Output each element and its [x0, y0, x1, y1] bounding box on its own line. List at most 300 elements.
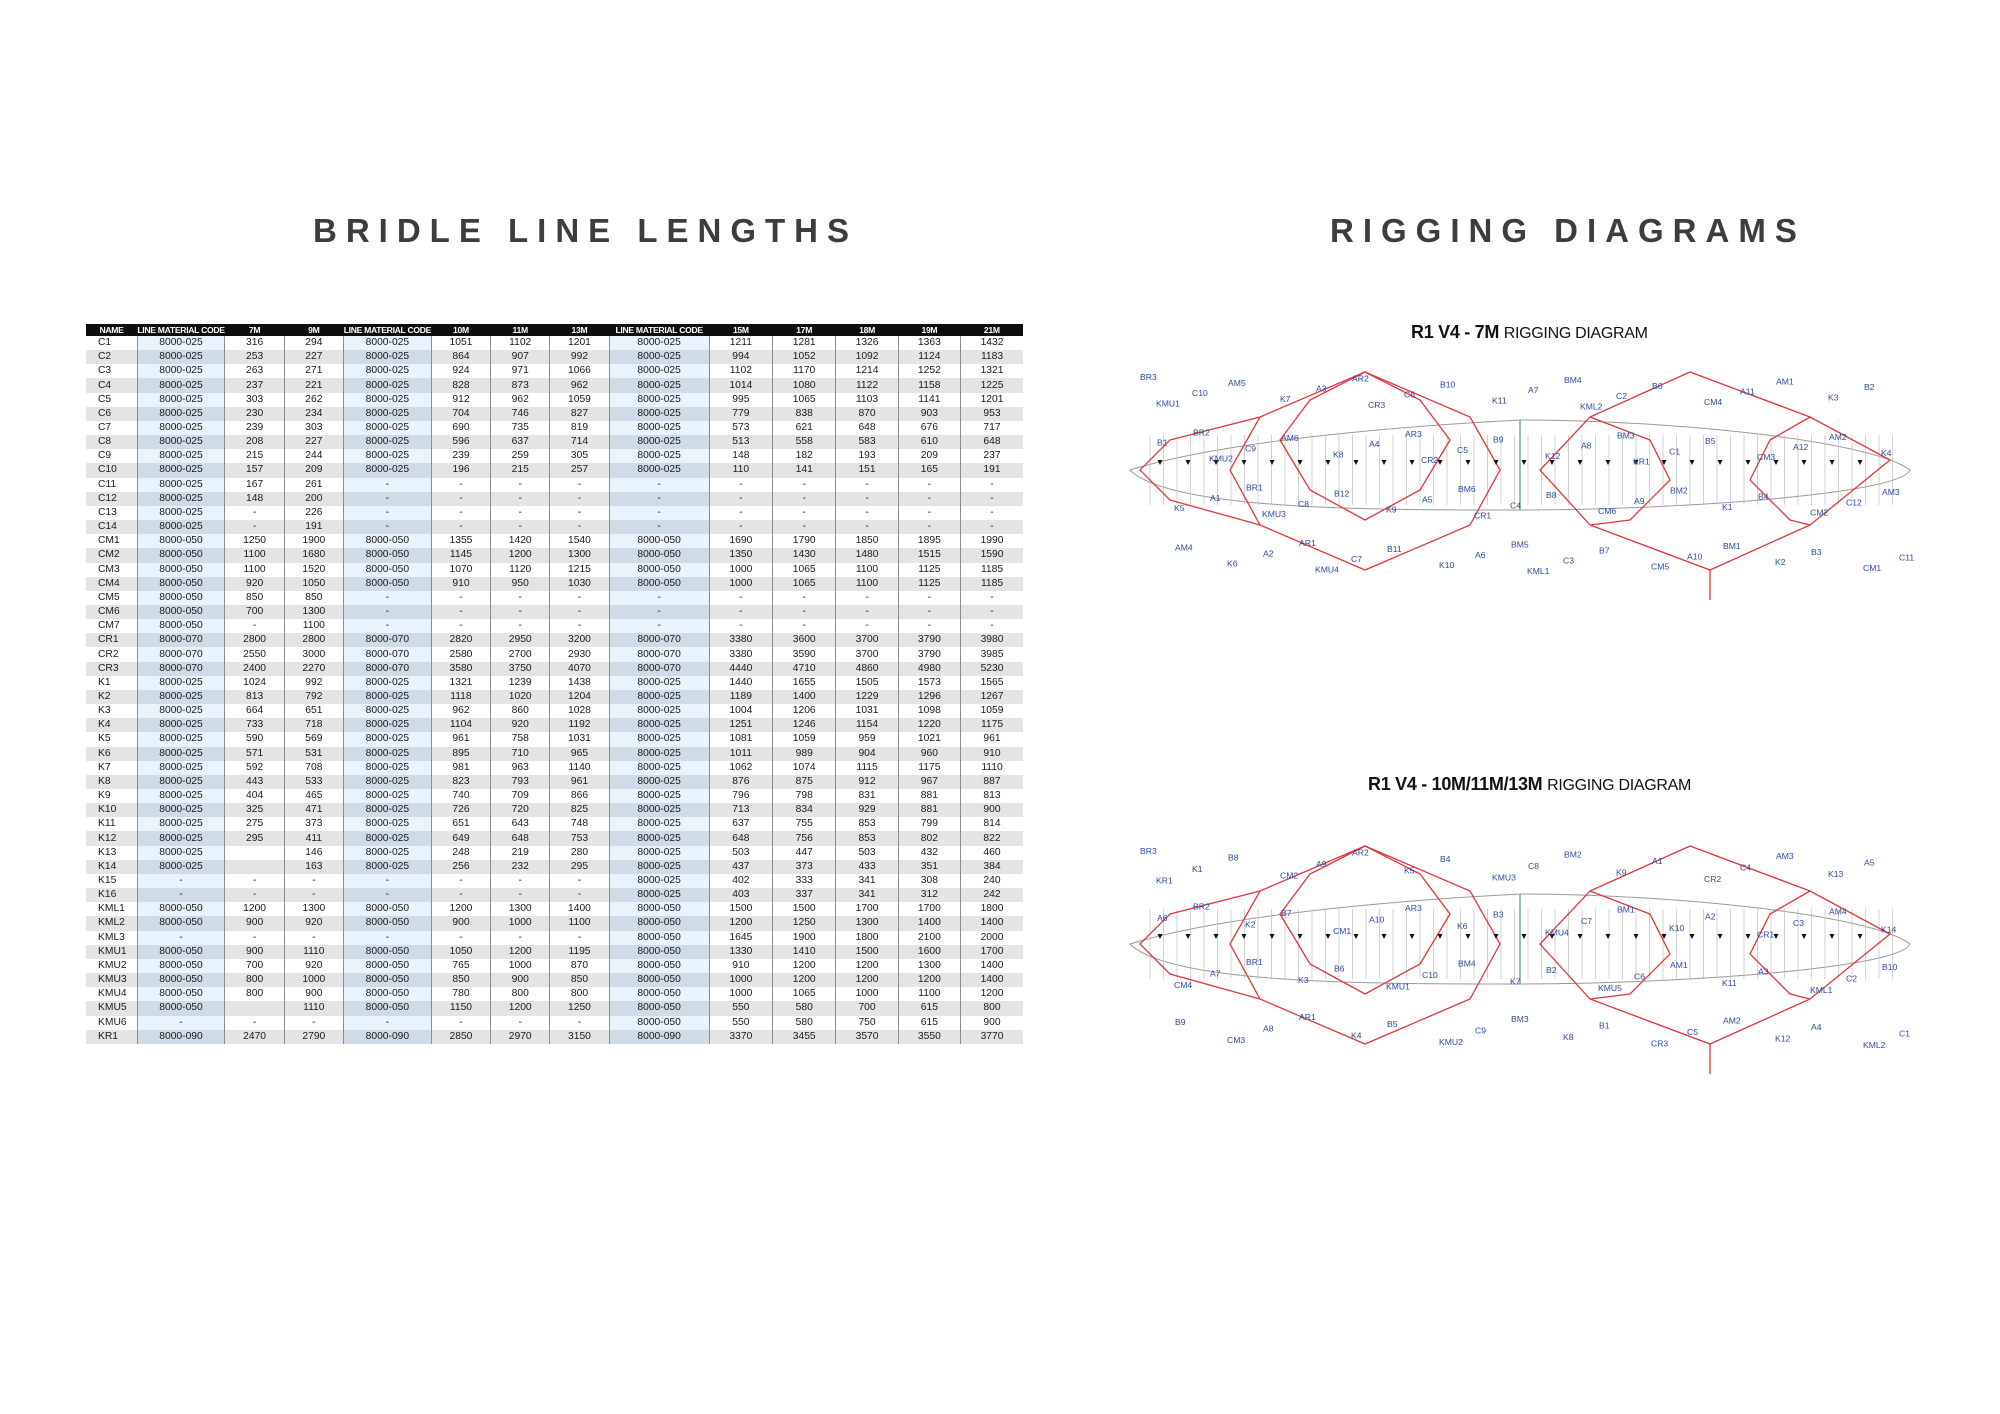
- diagram-label: A4: [1811, 1022, 1822, 1033]
- table-cell: 1175: [961, 718, 1023, 732]
- table-cell: 1211: [709, 336, 772, 350]
- table-cell: 1098: [898, 704, 960, 718]
- table-cell: -: [961, 478, 1023, 492]
- table-cell: 961: [431, 732, 490, 746]
- table-cell: 800: [225, 987, 284, 1001]
- rigging-diagram-7m: [1110, 360, 1930, 690]
- diagram-label: A4: [1369, 439, 1380, 450]
- diagram-label: KMU3: [1262, 509, 1286, 520]
- table-cell: 8000-025: [609, 378, 709, 392]
- table-cell: 8000-025: [609, 336, 709, 350]
- table-cell: -: [550, 492, 609, 506]
- table-cell: 1052: [773, 350, 836, 364]
- table-cell: 994: [709, 350, 772, 364]
- table-cell: 8000-025: [137, 789, 225, 803]
- table-cell: 531: [284, 747, 343, 761]
- table-cell: 676: [898, 421, 960, 435]
- diagram-label: AM1: [1776, 376, 1794, 387]
- table-cell: 1239: [491, 676, 550, 690]
- table-cell: 8000-070: [609, 647, 709, 661]
- table-cell: 904: [836, 747, 898, 761]
- table-cell: -: [491, 874, 550, 888]
- table-cell: 1410: [773, 945, 836, 959]
- table-cell: -: [491, 619, 550, 633]
- column-header: 13M: [550, 324, 609, 336]
- diagram-label: A3: [1316, 383, 1327, 394]
- table-cell: 929: [836, 803, 898, 817]
- diagram-label: B2: [1546, 965, 1557, 976]
- table-cell: 3570: [836, 1030, 898, 1044]
- table-cell: -: [550, 506, 609, 520]
- table-cell: -: [709, 506, 772, 520]
- table-cell: 912: [836, 775, 898, 789]
- table-cell: 3200: [550, 633, 609, 647]
- diagram-label: BR2: [1193, 427, 1210, 438]
- table-cell: 226: [284, 506, 343, 520]
- table-cell: -: [550, 520, 609, 534]
- table-cell: -: [773, 605, 836, 619]
- table-cell: 800: [491, 987, 550, 1001]
- bridle-line-lengths-table: [86, 324, 1023, 1044]
- table-cell: 1438: [550, 676, 609, 690]
- diagram-label: C10: [1192, 388, 1208, 399]
- table-cell: 373: [773, 860, 836, 874]
- diagram-label: K5: [1174, 503, 1185, 514]
- table-cell: -: [225, 619, 284, 633]
- table-cell: 1300: [491, 902, 550, 916]
- table-cell: 831: [836, 789, 898, 803]
- table-cell: 1573: [898, 676, 960, 690]
- table-cell: 1100: [284, 619, 343, 633]
- line-name-cell: C9: [86, 449, 137, 463]
- diagram-label: CR3: [1368, 399, 1386, 410]
- line-name-cell: K12: [86, 831, 137, 845]
- attachment-arrow: [1718, 934, 1723, 939]
- table-cell: 900: [225, 916, 284, 930]
- diagram-label: KR1: [1156, 875, 1173, 886]
- table-cell: 312: [898, 888, 960, 902]
- table-cell: 8000-025: [343, 860, 431, 874]
- table-cell: 1267: [961, 690, 1023, 704]
- diagram-label: A8: [1581, 440, 1592, 451]
- table-row: [86, 520, 1023, 534]
- line-name-cell: C13: [86, 506, 137, 520]
- line-name-cell: CM7: [86, 619, 137, 633]
- table-cell: 8000-025: [137, 449, 225, 463]
- table-row: [86, 761, 1023, 775]
- table-cell: 8000-070: [609, 633, 709, 647]
- diagram-label: CR2: [1421, 455, 1439, 466]
- diagram-label: C8: [1298, 498, 1309, 509]
- table-cell: 8000-050: [137, 534, 225, 548]
- table-cell: 8000-050: [137, 1001, 225, 1015]
- table-cell: -: [431, 888, 490, 902]
- table-cell: 8000-050: [343, 916, 431, 930]
- table-cell: 1214: [836, 364, 898, 378]
- table-cell: 580: [773, 1001, 836, 1015]
- line-name-cell: KMU4: [86, 987, 137, 1001]
- table-cell: -: [137, 931, 225, 945]
- table-cell: -: [709, 591, 772, 605]
- table-cell: 1059: [773, 732, 836, 746]
- table-cell: 1140: [550, 761, 609, 775]
- table-cell: -: [491, 520, 550, 534]
- line-name-cell: K5: [86, 732, 137, 746]
- diagram-label: AR1: [1299, 1012, 1316, 1023]
- table-cell: 2470: [225, 1030, 284, 1044]
- diagram-label: BR1: [1246, 482, 1263, 493]
- table-cell: 8000-070: [137, 633, 225, 647]
- table-row: [86, 378, 1023, 392]
- line-name-cell: CM6: [86, 605, 137, 619]
- table-cell: -: [225, 874, 284, 888]
- diagram-label: KMU3: [1492, 872, 1516, 883]
- table-cell: 8000-025: [343, 846, 431, 860]
- table-cell: 8000-025: [343, 690, 431, 704]
- diagram-label: B9: [1493, 434, 1504, 445]
- diagram-label: C4: [1740, 862, 1751, 873]
- line-name-cell: C10: [86, 463, 137, 477]
- diagram-label: AM2: [1723, 1015, 1741, 1026]
- table-cell: 1326: [836, 336, 898, 350]
- table-row: [86, 987, 1023, 1001]
- table-cell: 1011: [709, 747, 772, 761]
- table-cell: 1990: [961, 534, 1023, 548]
- table-cell: -: [491, 478, 550, 492]
- table-cell: -: [225, 520, 284, 534]
- table-cell: 8000-025: [137, 860, 225, 874]
- diagram-label: CR1: [1474, 510, 1492, 521]
- table-cell: 1000: [709, 973, 772, 987]
- table-cell: 437: [709, 860, 772, 874]
- table-cell: 1102: [709, 364, 772, 378]
- table-cell: 4440: [709, 662, 772, 676]
- table-cell: 244: [284, 449, 343, 463]
- table-cell: -: [773, 492, 836, 506]
- table-cell: -: [836, 520, 898, 534]
- diagram-label: C5: [1457, 444, 1468, 455]
- line-name-cell: KMU5: [86, 1001, 137, 1015]
- table-row: [86, 718, 1023, 732]
- table-cell: 148: [225, 492, 284, 506]
- table-cell: -: [550, 1016, 609, 1030]
- diagram-label: B12: [1334, 488, 1350, 499]
- diagram-label: AR3: [1405, 428, 1422, 439]
- table-cell: 558: [773, 435, 836, 449]
- table-cell: 1150: [431, 1001, 490, 1015]
- table-row: [86, 435, 1023, 449]
- table-cell: -: [284, 874, 343, 888]
- table-cell: 239: [431, 449, 490, 463]
- table-cell: 1690: [709, 534, 772, 548]
- table-cell: 813: [961, 789, 1023, 803]
- table-cell: 850: [431, 973, 490, 987]
- table-cell: 1432: [961, 336, 1023, 350]
- table-row: [86, 548, 1023, 562]
- diagram-label: K2: [1775, 557, 1786, 568]
- table-cell: 1200: [225, 902, 284, 916]
- table-cell: 700: [225, 605, 284, 619]
- line-name-cell: CR3: [86, 662, 137, 676]
- table-cell: 262: [284, 393, 343, 407]
- table-cell: 550: [709, 1016, 772, 1030]
- diagram-label: B5: [1705, 436, 1716, 447]
- table-cell: 1031: [836, 704, 898, 718]
- table-cell: 8000-025: [609, 704, 709, 718]
- table-cell: -: [898, 619, 960, 633]
- table-cell: 3790: [898, 647, 960, 661]
- diagram-label: K1: [1192, 864, 1203, 875]
- table-cell: -: [431, 605, 490, 619]
- table-cell: 232: [491, 860, 550, 874]
- table-cell: 513: [709, 435, 772, 449]
- diagram-label: A7: [1210, 968, 1221, 979]
- diagram-label: AR2: [1352, 373, 1369, 384]
- table-cell: 402: [709, 874, 772, 888]
- table-cell: 1100: [225, 563, 284, 577]
- table-cell: -: [609, 591, 709, 605]
- line-name-cell: KML1: [86, 902, 137, 916]
- table-cell: 1000: [709, 577, 772, 591]
- table-cell: 234: [284, 407, 343, 421]
- diagram-label: A5: [1422, 494, 1433, 505]
- table-cell: 219: [491, 846, 550, 860]
- line-name-cell: C12: [86, 492, 137, 506]
- table-cell: 1900: [284, 534, 343, 548]
- diagram-label: KML2: [1863, 1040, 1886, 1051]
- table-cell: 239: [225, 421, 284, 435]
- diagram-label: CM4: [1174, 979, 1193, 990]
- diagram-label: K8: [1333, 449, 1344, 460]
- table-cell: 8000-025: [343, 803, 431, 817]
- table-cell: 1000: [284, 973, 343, 987]
- table-cell: 700: [225, 959, 284, 973]
- table-cell: 8000-025: [343, 831, 431, 845]
- table-cell: 637: [491, 435, 550, 449]
- table-cell: 590: [225, 732, 284, 746]
- table-cell: 8000-070: [343, 647, 431, 661]
- table-cell: 4980: [898, 662, 960, 676]
- diagram-label: B7: [1599, 545, 1610, 556]
- table-row: [86, 732, 1023, 746]
- table-cell: -: [431, 506, 490, 520]
- table-row: [86, 902, 1023, 916]
- attachment-arrow: [1466, 460, 1471, 465]
- table-cell: 305: [550, 449, 609, 463]
- table-row: [86, 1001, 1023, 1015]
- table-cell: 8000-025: [609, 364, 709, 378]
- table-cell: -: [491, 888, 550, 902]
- table-row: [86, 803, 1023, 817]
- table-cell: 3000: [284, 647, 343, 661]
- table-cell: -: [773, 478, 836, 492]
- table-cell: 263: [225, 364, 284, 378]
- table-cell: 2400: [225, 662, 284, 676]
- table-cell: 735: [491, 421, 550, 435]
- table-cell: 280: [550, 846, 609, 860]
- diagram-label: KMU5: [1598, 983, 1622, 994]
- table-cell: 1100: [898, 987, 960, 1001]
- table-cell: 1080: [773, 378, 836, 392]
- table-cell: 1220: [898, 718, 960, 732]
- diagram-label: K2: [1245, 919, 1256, 930]
- table-cell: 8000-050: [609, 1001, 709, 1015]
- table-cell: 8000-025: [343, 421, 431, 435]
- table-cell: 148: [709, 449, 772, 463]
- diagram-label: KMU4: [1315, 564, 1339, 575]
- table-cell: 8000-025: [137, 831, 225, 845]
- diagram-label: CR3: [1651, 1038, 1669, 1049]
- table-cell: -: [225, 931, 284, 945]
- line-name-cell: K8: [86, 775, 137, 789]
- table-cell: 1300: [898, 959, 960, 973]
- table-cell: 1000: [491, 916, 550, 930]
- table-cell: 1321: [431, 676, 490, 690]
- table-cell: 8000-025: [137, 492, 225, 506]
- table-cell: 110: [709, 463, 772, 477]
- line-name-cell: C2: [86, 350, 137, 364]
- table-cell: 960: [898, 747, 960, 761]
- table-cell: 825: [550, 803, 609, 817]
- table-cell: 373: [284, 817, 343, 831]
- diagram-label: K8: [1563, 1031, 1574, 1042]
- table-cell: 1201: [550, 336, 609, 350]
- table-cell: 709: [491, 789, 550, 803]
- diagram-label: CR2: [1704, 873, 1722, 884]
- table-cell: -: [836, 506, 898, 520]
- table-cell: 337: [773, 888, 836, 902]
- table-cell: 1400: [961, 959, 1023, 973]
- diagram-label: K10: [1669, 922, 1685, 933]
- diagram-label: K7: [1280, 393, 1291, 404]
- table-cell: 1281: [773, 336, 836, 350]
- diagram-label: C7: [1351, 554, 1362, 565]
- table-cell: 1066: [550, 364, 609, 378]
- diagram-label: B3: [1811, 546, 1822, 557]
- table-cell: 800: [550, 987, 609, 1001]
- diagram-label: A11: [1740, 386, 1755, 397]
- table-cell: 3790: [898, 633, 960, 647]
- table-cell: 900: [225, 945, 284, 959]
- table-cell: -: [709, 619, 772, 633]
- table-cell: 8000-070: [343, 633, 431, 647]
- table-cell: 920: [284, 916, 343, 930]
- line-name-cell: KML3: [86, 931, 137, 945]
- table-row: [86, 647, 1023, 661]
- table-cell: -: [709, 478, 772, 492]
- table-cell: 1655: [773, 676, 836, 690]
- line-name-cell: KMU6: [86, 1016, 137, 1030]
- table-cell: 2930: [550, 647, 609, 661]
- diagram-label: A9: [1634, 495, 1645, 506]
- diagram-label: CM2: [1810, 507, 1829, 518]
- diagram-label: K4: [1351, 1030, 1362, 1041]
- table-cell: 748: [550, 817, 609, 831]
- table-cell: 242: [961, 888, 1023, 902]
- table-cell: 1400: [898, 916, 960, 930]
- table-cell: 8000-025: [137, 350, 225, 364]
- table-cell: 967: [898, 775, 960, 789]
- table-row: [86, 888, 1023, 902]
- table-cell: 1200: [491, 945, 550, 959]
- table-cell: 1600: [898, 945, 960, 959]
- diagram-label: AM6: [1281, 433, 1299, 444]
- table-cell: -: [709, 520, 772, 534]
- table-cell: -: [225, 888, 284, 902]
- table-cell: -: [491, 492, 550, 506]
- table-cell: 3770: [961, 1030, 1023, 1044]
- table-row: [86, 973, 1023, 987]
- table-cell: 8000-090: [137, 1030, 225, 1044]
- table-cell: 827: [550, 407, 609, 421]
- table-cell: 799: [898, 817, 960, 831]
- table-cell: 1515: [898, 548, 960, 562]
- table-cell: 1252: [898, 364, 960, 378]
- table-cell: 8000-050: [137, 548, 225, 562]
- table-cell: -: [431, 619, 490, 633]
- table-cell: 822: [961, 831, 1023, 845]
- table-cell: 1200: [491, 548, 550, 562]
- table-row: [86, 704, 1023, 718]
- table-cell: 1028: [550, 704, 609, 718]
- table-cell: 710: [491, 747, 550, 761]
- table-cell: 237: [961, 449, 1023, 463]
- table-cell: 1300: [284, 605, 343, 619]
- table-cell: 303: [284, 421, 343, 435]
- table-cell: 1321: [961, 364, 1023, 378]
- table-cell: 860: [491, 704, 550, 718]
- table-cell: 1565: [961, 676, 1023, 690]
- diagram-label: CM3: [1757, 452, 1776, 463]
- table-cell: 643: [491, 817, 550, 831]
- diagram-label: A1: [1210, 492, 1221, 503]
- table-cell: 3700: [836, 647, 898, 661]
- table-cell: 8000-050: [343, 973, 431, 987]
- table-cell: -: [431, 520, 490, 534]
- table-cell: 1850: [836, 534, 898, 548]
- diagram-label: B10: [1440, 379, 1456, 390]
- diagram-label: AM3: [1882, 487, 1900, 498]
- diagram-label: BR2: [1193, 901, 1210, 912]
- table-cell: -: [137, 1016, 225, 1030]
- table-cell: 5230: [961, 662, 1023, 676]
- table-cell: 838: [773, 407, 836, 421]
- table-cell: 8000-025: [343, 676, 431, 690]
- attachment-arrow: [1186, 934, 1191, 939]
- table-cell: -: [491, 605, 550, 619]
- table-cell: 8000-025: [609, 407, 709, 421]
- diagram-label: B11: [1387, 543, 1402, 554]
- table-cell: [225, 846, 284, 860]
- table-cell: 962: [491, 393, 550, 407]
- table-cell: 800: [225, 973, 284, 987]
- diagram-label: K6: [1457, 921, 1468, 932]
- table-cell: 271: [284, 364, 343, 378]
- table-cell: 237: [225, 378, 284, 392]
- table-cell: -: [343, 1016, 431, 1030]
- table-cell: 1158: [898, 378, 960, 392]
- attachment-arrow: [1242, 460, 1247, 465]
- table-cell: 959: [836, 732, 898, 746]
- table-cell: 1122: [836, 378, 898, 392]
- diagram-label: C10: [1422, 969, 1438, 980]
- table-cell: 8000-025: [609, 676, 709, 690]
- table-cell: -: [550, 888, 609, 902]
- table-cell: 637: [709, 817, 772, 831]
- table-cell: 592: [225, 761, 284, 775]
- table-cell: -: [491, 931, 550, 945]
- table-cell: 573: [709, 421, 772, 435]
